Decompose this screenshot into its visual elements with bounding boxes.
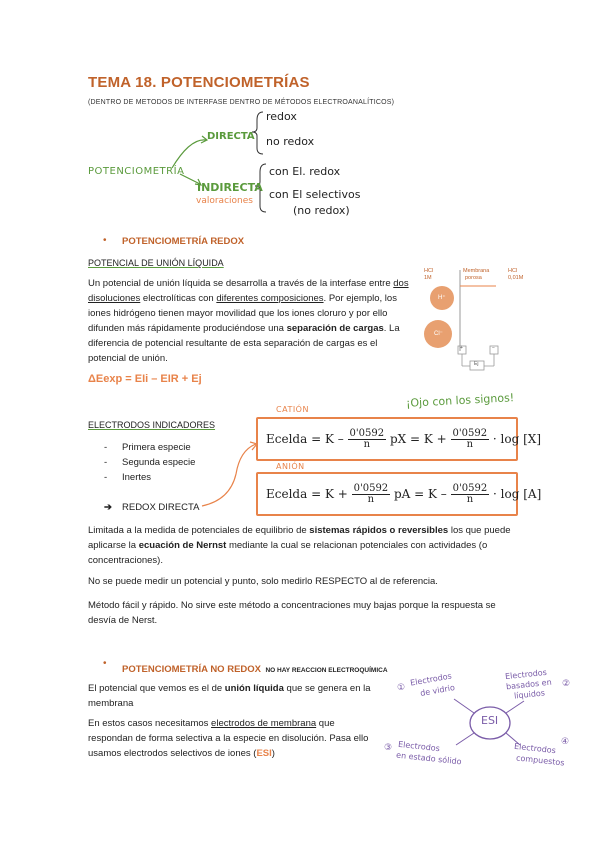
cation-label: CATIÓN [276,405,309,414]
esi-t3a: Electrodos [397,739,441,754]
paragraph-metodo: Método fácil y rápido. No sirve este método a concentraciones muy bajas porque la respuesta se desvía de Nerst. [88,600,496,626]
list-item: - Segunda especie [104,457,196,468]
text-segment: sistemas rápidos o reversibles [309,525,449,536]
text-segment: electrodos de membrana [211,718,317,729]
text-segment: separación de cargas [286,323,384,334]
fraction-denominator: n [466,494,474,505]
esi-n3: ③ [384,743,393,753]
text-segment: . La diferencia de potencial resultante de esta separación de cargas es el potencial de unión. [88,323,400,364]
diagram-ej: Ej [474,361,479,367]
page-title: TEMA 18. POTENCIOMETRÍAS [88,74,310,91]
list-item-label: Inertes [122,472,152,483]
section-heading-noredox: POTENCIOMETRÍA NO REDOX [122,664,261,675]
esi-t4b: compuestos [515,753,565,768]
diagram-right-label-2: 0,01M [508,275,524,281]
text-segment: Limitada a la medida de potenciales de equilibrio de [88,525,310,536]
diagram-ion-h: H⁺ [438,295,446,301]
mindmap-root: POTENCIOMETRÍA [88,166,185,177]
section-heading-redox: POTENCIOMETRÍA REDOX [122,236,245,247]
curved-arrow [202,444,256,506]
electrodos-arrow [200,440,260,510]
fraction [451,484,490,505]
formula-anion [266,484,541,505]
redox-directa-label: REDOX DIRECTA [122,502,200,513]
paragraph-referencia: No se puede medir un potencial y punto, solo medirlo RESPECTO al de referencia. [88,576,438,587]
bullet-icon: • [103,658,107,669]
esi-t4a: Electrodos [513,741,557,756]
text-segment: los que puede aplicarse la [88,525,511,551]
esi-arrow-3 [456,733,474,745]
text-segment: ESI [256,748,272,759]
fraction [352,484,391,505]
list-item-label: Segunda especie [122,457,196,468]
fraction [451,429,490,450]
formula-lhs: Ecelda = K + [266,487,348,501]
list-item-label: Primera especie [122,442,191,453]
section-heading-note: NO HAY REACCION ELECTROQUÍMICA [265,667,388,674]
text-segment: diferentes composiciones [216,293,324,304]
formula-cation-box [256,417,541,461]
mindmap-indirecta: INDIRECTA [197,181,263,194]
section-heading-noredox-line [122,659,388,677]
diagram-left-label-1: HCl [424,268,434,274]
text-segment: El potencial que vemos es el de [88,683,225,694]
formula-rhs: · log [X] [492,432,541,446]
esi-t2c: líquidos [513,688,546,701]
electrodos-list [104,440,195,485]
paragraph-union-liquida-2 [88,681,378,711]
diagram-left-label-2: 1M [424,275,432,281]
text-segment: electrolíticas con [140,293,217,304]
diagram-ion-cl: Cl⁻ [434,331,443,337]
text-segment: que se genera en la membrana [88,683,371,709]
bullet-icon: • [103,235,107,246]
subheading-union-liquida: POTENCIAL DE UNIÓN LÍQUIDA [88,258,224,268]
note-ojo-signos: ¡Ojo con los signos! [405,391,515,410]
esi-arrow-1 [454,699,474,713]
fraction-numerator: 0'0592 [349,428,385,439]
fraction-denominator: n [367,494,375,505]
fraction-numerator: 0'0592 [452,428,488,439]
mindmap-indirecta-item-2: con El selectivos [269,188,361,201]
mindmap-indirecta-item-1: con El. redox [269,165,341,178]
fraction [348,429,387,450]
esi-n4: ④ [561,737,570,747]
esi-t3b: en estado sólido [395,750,462,767]
diagram-right-label-1: HCl [508,268,518,274]
fraction-numerator: 0'0592 [452,483,488,494]
anion-label: ANIÓN [276,462,305,471]
esi-t1a: Electrodos [409,671,453,688]
esi-arrow-2 [506,701,524,713]
mindmap-directa-item-noredox: no redox [266,135,315,148]
fraction-numerator: 0'0592 [353,483,389,494]
esi-center: ESI [481,714,499,727]
paragraph-limitada [88,523,516,568]
text-segment: En estos casos necesitamos [88,718,212,729]
diagram-membrane-label-1: Membrana [463,268,490,274]
redox-directa-line [104,500,199,515]
diagram-membrane-label-2: porosa [465,275,482,281]
paragraph-union-liquida [88,276,410,366]
text-segment: que respondan de forma selectiva a la especie en disolución. Pasa ello usamos electrodos selectivos de iones ( [88,718,369,759]
text-segment: Un potencial de unión líquida se desarrolla a través de la interfase entre [88,278,394,289]
list-item: - Inertes [104,472,152,483]
text-segment: unión líquida [224,683,284,694]
arrow-to-directa [172,140,206,168]
mindmap-directa-item-redox: redox [266,110,297,123]
formula-cation [266,429,541,450]
text-segment: ecuación de Nernst [138,540,227,551]
formula-mid: pA = K – [394,487,447,501]
text-segment: dos disoluciones [88,278,409,304]
formula-lhs: Ecelda = K – [266,432,344,446]
fraction-denominator: n [466,439,474,450]
page-subtitle: (DENTRO DE METODOS DE INTERFASE DENTRO DE MÉTODOS ELECTROANALÍTICOS) [88,99,395,106]
mindmap-indirecta-item-3: (no redox) [293,204,350,217]
paragraph-esi [88,716,378,761]
electrodos-heading: ELECTRODOS INDICADORES [88,420,216,430]
formula-mid: pX = K + [389,432,447,446]
equation-delta-e: ΔEexp = EIi – EIR + Ej [88,373,202,385]
text-segment: ) [271,748,275,759]
arrow-right-icon: ➔ [104,502,112,513]
mindmap-directa: DIRECTA [207,131,255,142]
fraction-denominator: n [363,439,371,450]
mindmap-indirecta-sub: valoraciones [196,196,253,206]
junction-diagram-svg [420,266,540,376]
formula-rhs: · log [A] [493,487,542,501]
diagram-minus: − [492,345,495,351]
formula-anion-box [256,472,542,516]
text-segment: mediante la cual se relacionan potenciales con actividades (o concentraciones). [88,540,488,566]
diagram-plus: + [460,345,463,351]
esi-t2a: Electrodos [504,667,548,682]
esi-t2b: basados en [505,677,553,692]
text-segment: . Por ejemplo, los iones hidrógeno tienen mayor movilidad que los iones cloruro y por ello difunden más rápidamente produciéndose una [88,293,397,334]
esi-n2: ② [562,679,571,689]
list-item: - Primera especie [104,442,191,453]
esi-n1: ① [397,683,406,693]
esi-t1b: de vidrio [419,683,456,698]
